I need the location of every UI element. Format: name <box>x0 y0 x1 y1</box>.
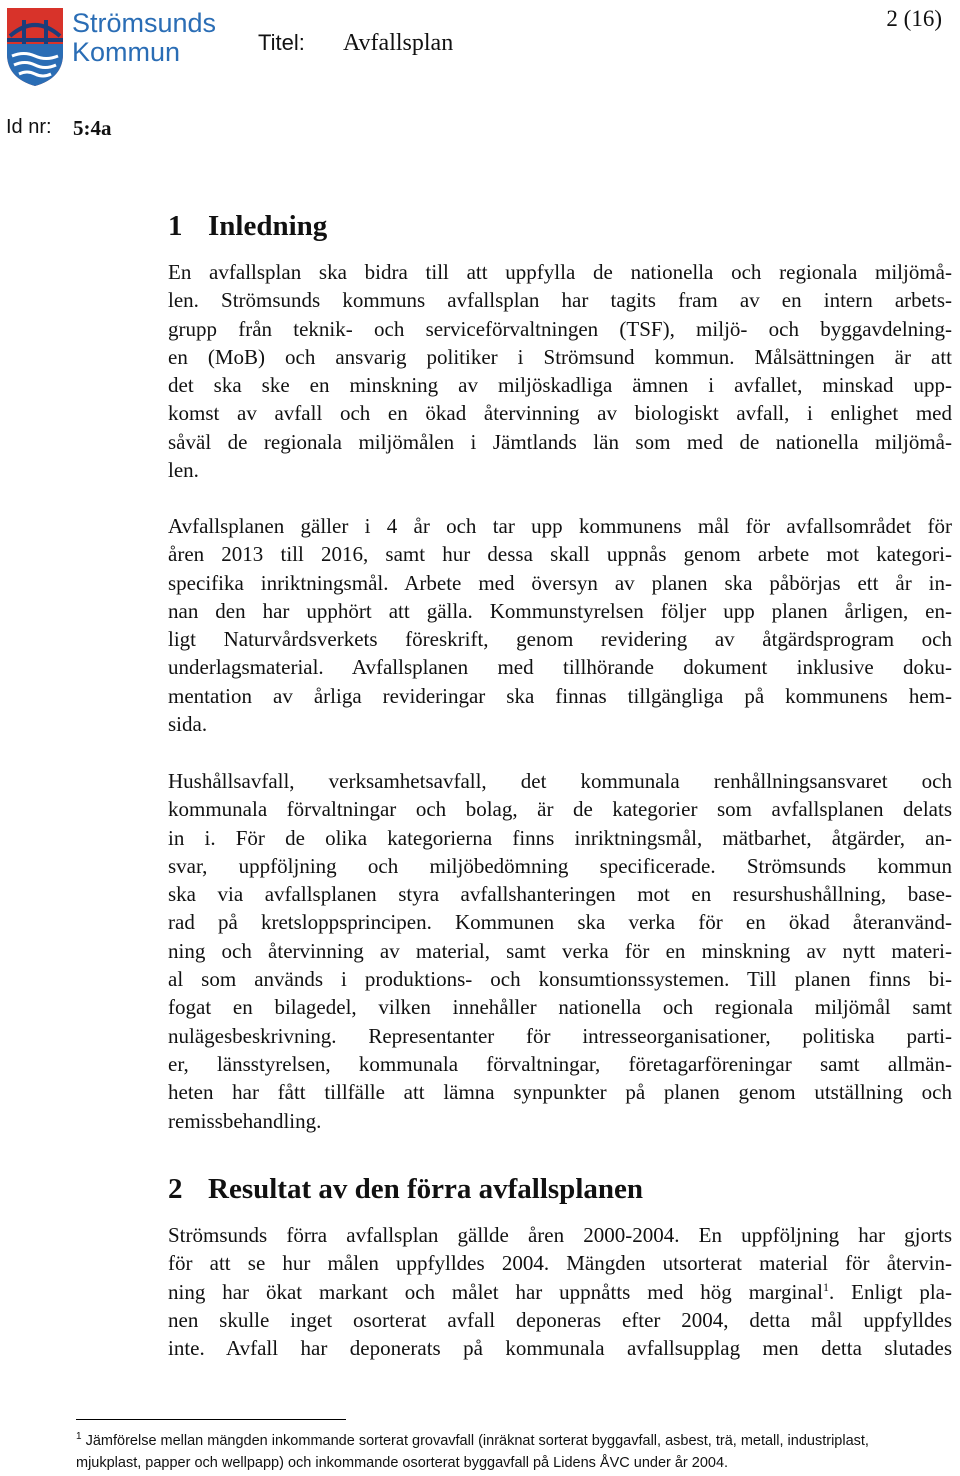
paragraph-previous-plan <box>168 1221 952 1362</box>
paragraph-validity <box>168 512 952 738</box>
text-line: mentation av årliga revideringar ska finnas tillgängliga på kommunens hem- <box>168 683 952 708</box>
section-number: 1 <box>168 210 183 242</box>
text-line: komst av avfall och en ökad återvinning av biologiskt avfall, i enlighet med <box>168 401 952 426</box>
bridge-emblem-icon <box>4 6 66 86</box>
footnote-text: Jämförelse mellan mängden inkommande sorterat grovavfall (inräknat sorterat byggavfall, asbest, trä, metall, industriplast, <box>85 1433 869 1449</box>
text-line: för att se hur målen uppfylldes 2004. Mängden utsorterat material för återvin- <box>168 1251 952 1276</box>
text-line: rad på kretsloppsprincipen. Kommunen ska verka för en ökad återanvänd- <box>168 910 952 935</box>
footnote-separator <box>76 1419 346 1420</box>
text-line: nen skulle inget osorterat avfall deponeras efter 2004, detta mål uppfylldes <box>168 1307 952 1332</box>
text-line: nulägesbeskrivning. Representanter för intresseorganisationer, politiska parti- <box>168 1023 952 1048</box>
strömsunds-kommun-logo <box>4 6 217 88</box>
id-label: Id nr: <box>6 116 52 138</box>
text-line: len. Strömsunds kommuns avfallsplan har tagits fram av en intern arbets- <box>168 288 952 313</box>
footnote-reference[interactable]: 1 <box>822 1279 829 1294</box>
text-line: Strömsunds förra avfallsplan gällde åren 2000-2004. En uppföljning har gjorts <box>168 1223 952 1247</box>
text-line: ligt Naturvårdsverkets föreskrift, genom revidering av åtgärdsprogram och <box>168 627 952 652</box>
text-line: åren 2013 till 2016, samt hur dessa skall uppnås genom arbete mot kategori- <box>168 542 952 567</box>
title-label: Titel: <box>258 30 305 55</box>
text-line: En avfallsplan ska bidra till att uppfylla de nationella och regionala miljömå- <box>168 260 952 284</box>
text-line: er, länsstyrelsen, kommunala förvaltningar, företagarföreningar samt allmän- <box>168 1051 952 1076</box>
text-line <box>168 1278 952 1306</box>
paragraph-categories <box>168 767 952 1135</box>
text-line: inte. Avfall har deponerats på kommunala avfallsupplag men detta slutades <box>168 1336 952 1361</box>
text-line: sida. <box>168 712 208 737</box>
logo-wordmark <box>72 9 216 67</box>
document-title: Avfallsplan <box>343 30 454 56</box>
section-number: 2 <box>168 1173 183 1205</box>
text-line: en (MoB) och ansvarig politiker i Strömsund kommun. Målsättningen är att <box>168 344 952 369</box>
text-line: kommunala förvaltningar och bolag, är de kategorier som avfallsplanen delats <box>168 797 952 822</box>
text-line: svar, uppföljning och miljöbedömning specificerade. Strömsunds kommun <box>168 853 952 878</box>
text-line: fogat en bilagedel, vilken innehåller nationella och regionala miljömål samt <box>168 995 952 1020</box>
text-line: underlagsmaterial. Avfallsplanen med tillhörande dokument inklusive doku- <box>168 655 952 680</box>
text-segment: . Enligt pla- <box>828 1279 952 1304</box>
text-line: in i. För de olika kategorierna finns inriktningsmål, mätbarhet, åtgärder, an- <box>168 825 952 850</box>
section-heading-1 <box>168 210 327 243</box>
text-line: al som används i produktions- och konsumtionssystemen. Till planen finns bi- <box>168 967 952 992</box>
text-line: specifika inriktningsmål. Arbete med översyn av planen ska påbörjas ett år in- <box>168 570 952 595</box>
text-segment: ning har ökat markant och målet har uppnåtts med hög marginal <box>168 1279 823 1304</box>
text-line: ska via avfallsplanen styra avfallshanteringen mot en resurshushållning, base- <box>168 882 952 907</box>
footnote-line <box>76 1430 956 1452</box>
footnote <box>76 1430 956 1474</box>
text-line: grupp från teknik- och serviceförvaltningen (TSF), miljö- och byggavdelning- <box>168 316 952 341</box>
paragraph-intro <box>168 258 952 484</box>
text-line: såväl de regionala miljömålen i Jämtlands län som med de nationella miljömå- <box>168 429 952 454</box>
text-line: len. <box>168 458 199 483</box>
text-line: remissbehandling. <box>168 1108 322 1133</box>
logo-line-1: Strömsunds <box>72 8 217 38</box>
footnote-marker: 1 <box>76 1431 82 1443</box>
section-heading-2 <box>168 1173 643 1206</box>
text-line: Hushållsavfall, verksamhetsavfall, det kommunala renhållningsansvaret och <box>168 769 952 793</box>
footnote-line: mjukplast, papper och wellpapp) och inkommande osorterat byggavfall på Lidens ÅVC under år 2004. <box>76 1455 729 1471</box>
text-line: det ska ske en minskning av miljöskadliga ämnen i avfallet, minskad upp- <box>168 373 952 398</box>
id-value: 5:4a <box>73 116 112 140</box>
text-line: Avfallsplanen gäller i 4 år och tar upp kommunens mål för avfallsområdet för <box>168 514 952 538</box>
section-title: Inledning <box>208 210 328 242</box>
logo-line-2: Kommun <box>72 37 181 67</box>
section-title: Resultat av den förra avfallsplanen <box>208 1173 643 1205</box>
page-number: 2 (16) <box>886 6 942 31</box>
text-line: ning och återvinning av material, samt verka för en minskning av nytt materi- <box>168 938 952 963</box>
text-line: nan den har upphört att gälla. Kommunstyrelsen följer upp planen årligen, en- <box>168 598 952 623</box>
text-line: heten har fått tillfälle att lämna synpunkter på planen genom utställning och <box>168 1080 952 1105</box>
